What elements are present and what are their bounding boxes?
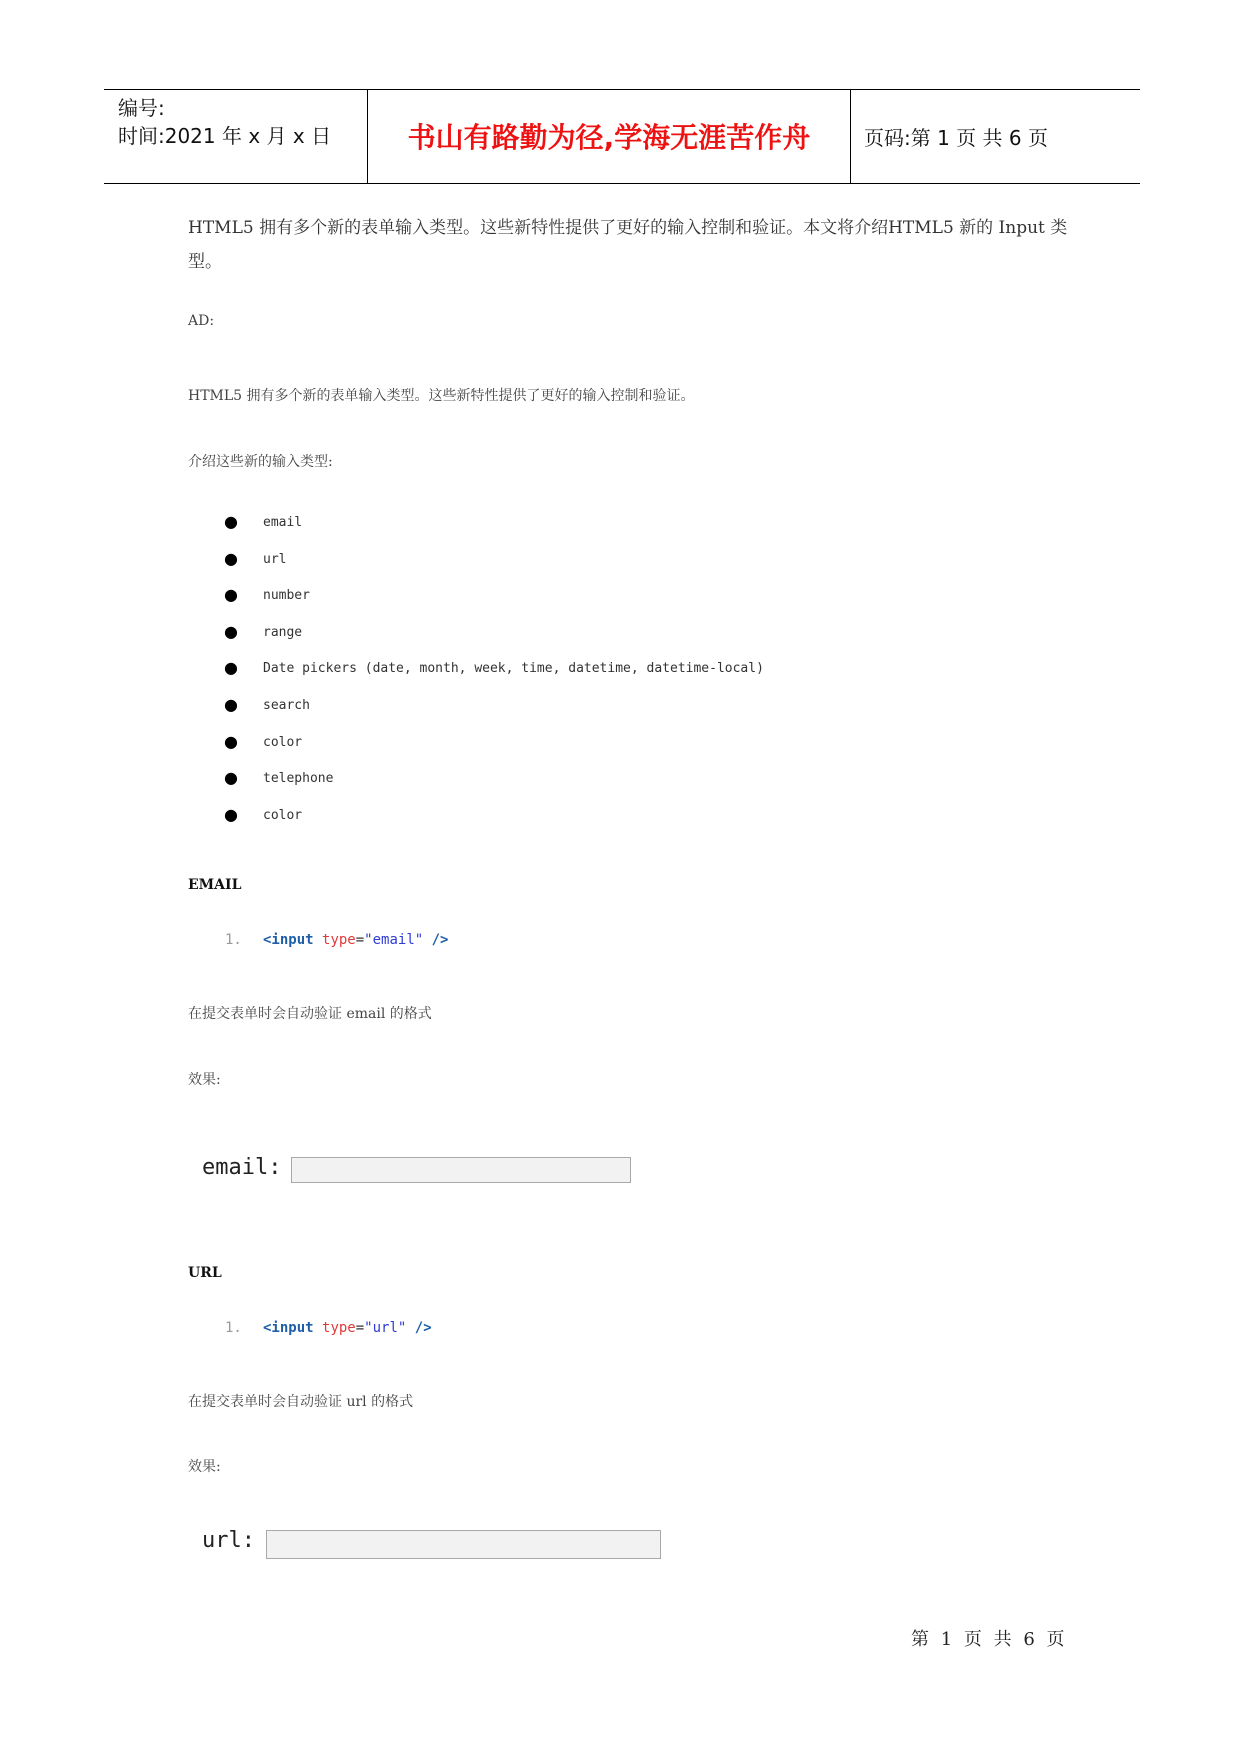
bullet-icon: ● [224, 731, 238, 751]
section-heading-email: EMAIL [188, 877, 242, 893]
bullet-icon: ● [224, 621, 238, 641]
bullet-icon: ● [224, 658, 238, 678]
line-number: 1. [225, 932, 242, 948]
email-description: 在提交表单时会自动验证 email 的格式 [188, 1006, 432, 1022]
url-effect-label: 效果: [188, 1459, 221, 1475]
url-description: 在提交表单时会自动验证 url 的格式 [188, 1394, 414, 1410]
bullet-icon: ● [224, 548, 238, 568]
email-effect-label: 效果: [188, 1072, 221, 1088]
email-demo-label: email: [202, 1155, 282, 1180]
bullet-icon: ● [224, 804, 238, 824]
bullet-icon: ● [224, 512, 238, 531]
ad-label: AD: [188, 313, 215, 329]
serial-number-label: 编号: [118, 96, 165, 120]
motto-text: 书山有路勤为径,学海无涯苦作舟 [407, 121, 811, 154]
bullet-icon: ● [224, 585, 238, 605]
summary-paragraph: HTML5 拥有多个新的表单输入类型。这些新特性提供了更好的输入控制和验证。 [188, 388, 695, 404]
intro-paragraph: HTML5 拥有多个新的表单输入类型。这些新特性提供了更好的输入控制和验证。本文将介绍HTML5 新的 Input 类型。 [188, 218, 1068, 272]
url-demo-input[interactable] [266, 1530, 661, 1559]
list-intro: 介绍这些新的输入类型: [188, 454, 333, 470]
code-snippet-url: 1. <input type="url" /> [225, 1320, 432, 1336]
line-number: 1. [225, 1320, 242, 1336]
section-heading-url: URL [188, 1265, 222, 1281]
bullet-icon: ● [224, 694, 238, 714]
date-label: 时间:2021 年 x 月 x 日 [118, 124, 332, 148]
header-meta-cell [104, 90, 368, 183]
header-page-cell [852, 90, 1140, 183]
bullet-icon: ● [224, 768, 238, 788]
page-footer: 第 1 页 共 6 页 [911, 1629, 1065, 1650]
header-page-number: 页码:第 1 页 共 6 页 [864, 126, 1048, 150]
code-snippet-email: 1. <input type="email" /> [225, 932, 449, 948]
email-demo-input[interactable] [291, 1157, 631, 1183]
document-header [104, 89, 1140, 184]
header-motto-cell [368, 90, 851, 183]
url-demo-label: url: [202, 1528, 255, 1553]
